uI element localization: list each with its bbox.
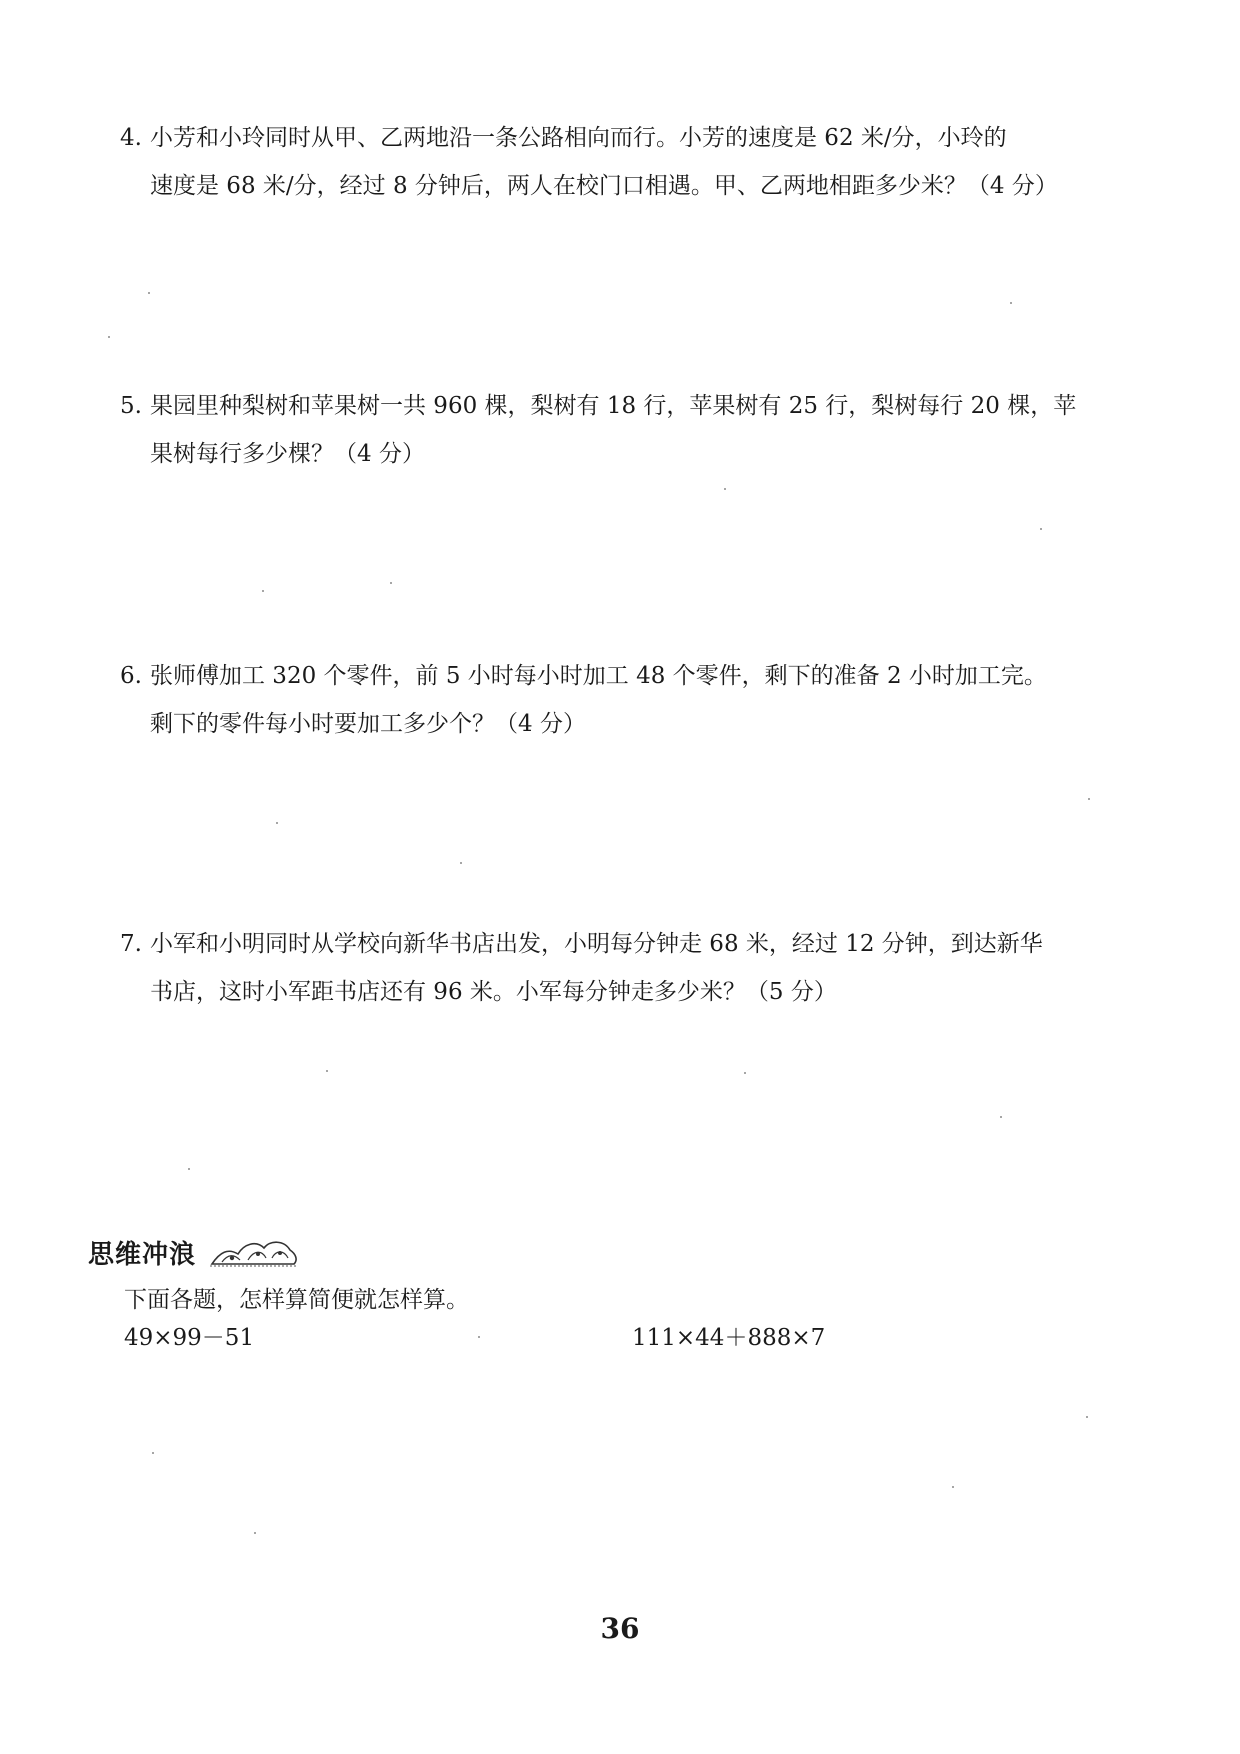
- problem-text: 剩下的零件每小时要加工多少个？（4 分）: [150, 711, 586, 737]
- problem-text: 果园里种梨树和苹果树一共 960 棵，梨树有 18 行，苹果树有 25 行，梨树每行 20 棵，苹: [150, 393, 1077, 419]
- scan-speck: [326, 1070, 328, 1072]
- problem-text: 张师傅加工 320 个零件，前 5 小时每小时加工 48 个零件，剩下的准备 2 小时加工完。: [150, 663, 1047, 689]
- scan-speck: [460, 862, 462, 864]
- scan-speck: [152, 1452, 154, 1454]
- scan-speck: [276, 822, 278, 824]
- scan-speck: [108, 336, 110, 338]
- scan-speck: [1010, 302, 1012, 304]
- page-number: 36: [600, 1612, 640, 1645]
- scan-speck: [390, 582, 392, 584]
- problem-number: 7.: [120, 931, 142, 957]
- scan-speck: [262, 590, 264, 592]
- problem-line: [120, 382, 1160, 430]
- problem-7: [120, 920, 1160, 1016]
- problem-text: 书店，这时小军距书店还有 96 米。小军每分钟走多少米？（5 分）: [150, 979, 837, 1005]
- problem-text: 果树每行多少棵？（4 分）: [150, 441, 425, 467]
- problem-4: [120, 114, 1160, 210]
- scan-speck: [1040, 528, 1042, 530]
- scan-speck: [724, 488, 726, 490]
- expression-2: 111×44＋888×7: [632, 1325, 826, 1351]
- expression-1: 49×99－51: [124, 1325, 255, 1351]
- scan-speck: [188, 1168, 190, 1170]
- problem-number: 4.: [120, 125, 142, 151]
- scan-speck: [148, 292, 150, 294]
- scan-speck: [744, 1072, 746, 1074]
- scan-speck: [1000, 1116, 1002, 1118]
- problem-text: 小军和小明同时从学校向新华书店出发，小明每分钟走 68 米，经过 12 分钟，到达新华: [150, 931, 1043, 957]
- problem-number: 6.: [120, 663, 142, 689]
- problem-number: 5.: [120, 393, 142, 419]
- problem-6: [120, 652, 1160, 748]
- problem-line: [120, 114, 1160, 162]
- section-title: 思维冲浪: [88, 1239, 197, 1270]
- section-instruction: 下面各题，怎样算简便就怎样算。: [124, 1287, 469, 1313]
- problem-5: [120, 382, 1160, 478]
- wave-icon: [208, 1234, 300, 1270]
- scan-speck: [478, 1336, 480, 1338]
- section-header: [88, 1232, 300, 1272]
- problem-text: 小芳和小玲同时从甲、乙两地沿一条公路相向而行。小芳的速度是 62 米/分，小玲的: [150, 125, 1007, 151]
- scan-speck: [1086, 1416, 1088, 1418]
- problem-text: 速度是 68 米/分，经过 8 分钟后，两人在校门口相遇。甲、乙两地相距多少米？（4 分）: [150, 173, 1058, 199]
- scan-speck: [1088, 798, 1090, 800]
- scan-speck: [952, 1486, 954, 1488]
- scan-speck: [254, 1532, 256, 1534]
- problem-line: [120, 920, 1160, 968]
- problem-line: [120, 652, 1160, 700]
